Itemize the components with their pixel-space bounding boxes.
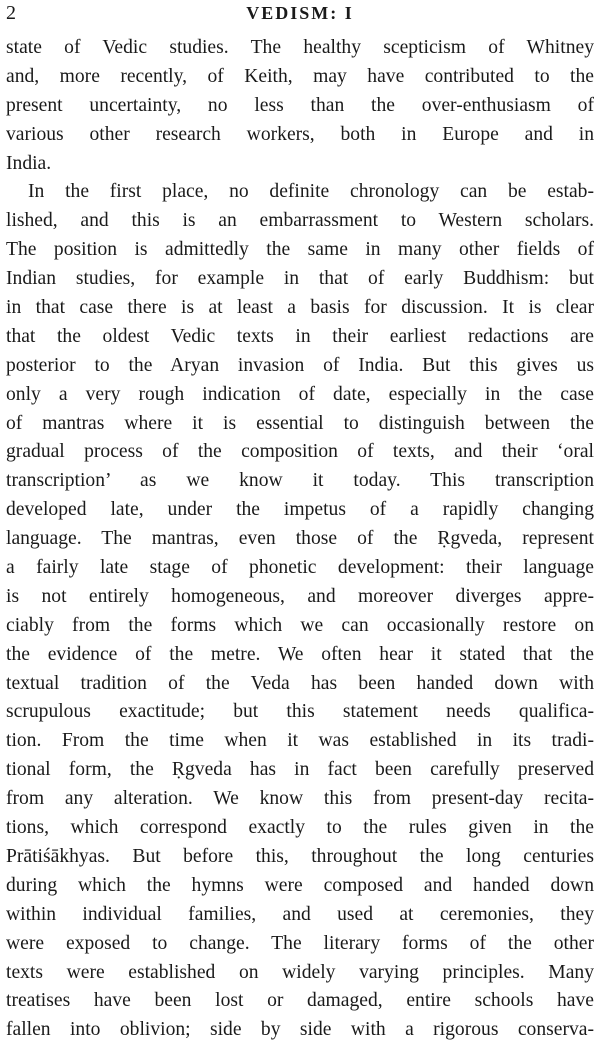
text-line: the evidence of the metre. We often hear it stated that the xyxy=(6,643,594,665)
running-head xyxy=(6,0,594,26)
text-line: that the oldest Vedic texts in their earliest redactions are xyxy=(6,325,594,347)
text-line: were exposed to change. The literary forms of the other xyxy=(6,932,594,954)
text-line: tions, which correspond exactly to the rules given in the xyxy=(6,817,594,839)
text-line: from any alteration. We know this from present-day recita- xyxy=(6,788,594,810)
text-line: is not entirely homogeneous, and moreover diverges appre- xyxy=(6,585,594,607)
text-line: India. xyxy=(6,152,52,174)
text-line: developed late, under the impetus of a rapidly changing xyxy=(6,499,594,521)
text-line: tion. From the time when it was established in its tradi- xyxy=(6,730,594,752)
text-line: textual tradition of the Veda has been handed down with xyxy=(6,672,594,694)
text-line: tional form, the Ṛgveda has in fact been carefully preserved xyxy=(6,759,594,781)
text-line: of mantras where it is essential to distinguish between the xyxy=(6,412,594,434)
text-line: within individual families, and used at ceremonies, they xyxy=(6,903,594,925)
text-line: language. The mantras, even those of the Ṛgveda, represent xyxy=(6,528,594,550)
page-number: 2 xyxy=(6,2,16,24)
text-line: In the first place, no definite chronology can be estab- xyxy=(28,181,594,203)
text-line: treatises have been lost or damaged, entire schools have xyxy=(6,990,594,1012)
text-line: The position is admittedly the same in many other fields of xyxy=(6,239,594,261)
text-line: various other research workers, both in Europe and in xyxy=(6,123,594,145)
text-line: Indian studies, for example in that of early Buddhism: but xyxy=(6,268,594,290)
text-line: only a very rough indication of date, especially in the case xyxy=(6,383,594,405)
text-line: in that case there is at least a basis for discussion. It is clear xyxy=(6,297,594,319)
text-line: Prātiśākhyas. But before this, throughout the long centuries xyxy=(6,845,594,867)
text-line: lished, and this is an embarrassment to Western scholars. xyxy=(6,210,594,232)
text-line: posterior to the Aryan invasion of India. But this gives us xyxy=(6,354,594,376)
text-line: fallen into oblivion; side by side with a rigorous conserva- xyxy=(6,1019,594,1041)
text-line: during which the hymns were composed and handed down xyxy=(6,874,594,896)
text-line: and, more recently, of Keith, may have contributed to the xyxy=(6,65,594,87)
text-line: present uncertainty, no less than the over-enthusiasm of xyxy=(6,94,594,116)
body-text xyxy=(6,34,594,1045)
text-line: state of Vedic studies. The healthy scepticism of Whitney xyxy=(6,37,594,58)
text-line: ciably from the forms which we can occasionally restore on xyxy=(6,614,594,636)
text-line: gradual process of the composition of texts, and their ‘oral xyxy=(6,441,594,463)
text-line: transcription’ as we know it today. This transcription xyxy=(6,470,594,492)
text-line: scrupulous exactitude; but this statement needs qualifica- xyxy=(6,701,594,723)
text-line: texts were established on widely varying principles. Many xyxy=(6,961,594,983)
running-title: VEDISM: I xyxy=(246,3,354,23)
text-line: a fairly late stage of phonetic development: their language xyxy=(6,557,594,579)
